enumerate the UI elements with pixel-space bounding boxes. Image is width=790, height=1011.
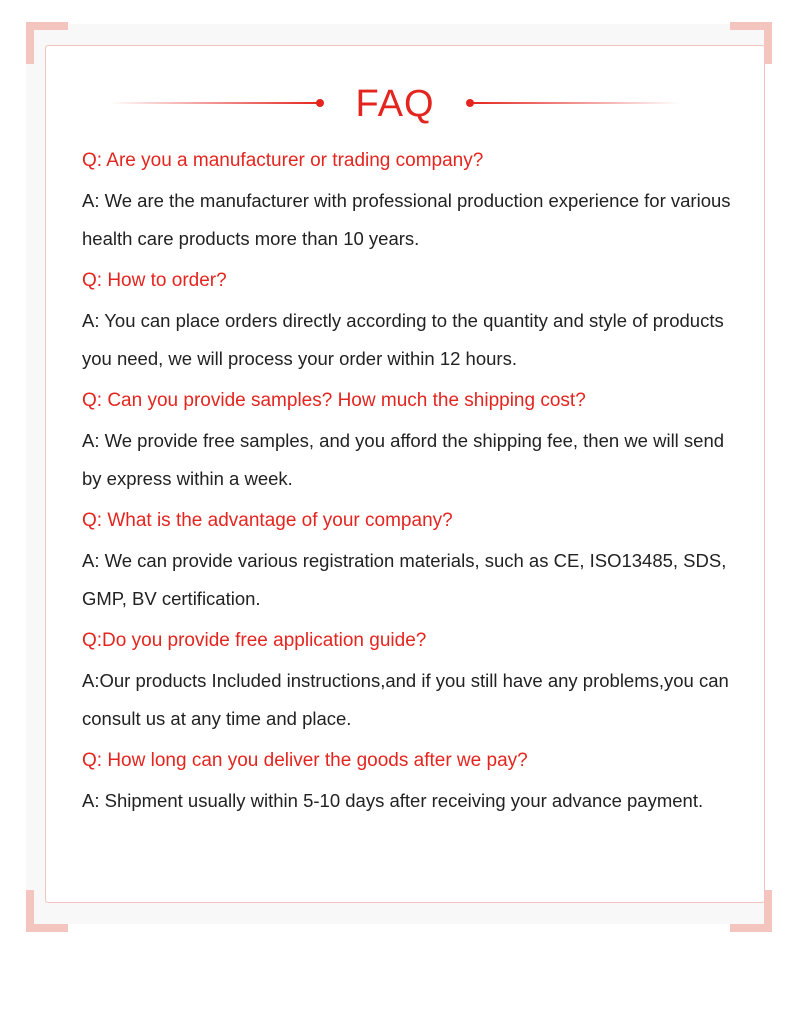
- title-divider-left: [110, 102, 320, 104]
- faq-question: Q: Are you a manufacturer or trading company?: [82, 150, 484, 171]
- faq-item: [82, 746, 742, 820]
- faq-answer: A: Shipment usually within 5-10 days after receiving your advance payment.: [82, 790, 704, 811]
- faq-list: [82, 146, 742, 820]
- faq-answer: A: We are the manufacturer with professional production experience for various health care products more than 10 years.: [82, 190, 731, 249]
- corner-decoration-bottom-right: [730, 890, 772, 932]
- faq-question: Q: How to order?: [82, 270, 227, 291]
- page-title: FAQ: [355, 83, 435, 125]
- faq-answer: A: We provide free samples, and you afford the shipping fee, then we will send by express within a week.: [82, 430, 725, 489]
- corner-decoration-top-left: [26, 22, 68, 64]
- faq-question: Q: Can you provide samples? How much the shipping cost?: [82, 390, 586, 411]
- faq-answer: A: You can place orders directly according to the quantity and style of products you need, we will process your order within 12 hours.: [82, 310, 724, 369]
- faq-item: [82, 386, 742, 498]
- faq-item: [82, 626, 742, 738]
- title-dot-left: [316, 99, 324, 107]
- corner-decoration-bottom-left: [26, 890, 68, 932]
- faq-item: [82, 506, 742, 618]
- title-divider-right: [470, 102, 680, 104]
- faq-item: [82, 146, 742, 258]
- faq-answer: A:Our products Included instructions,and if you still have any problems,you can consult us at any time and place.: [82, 670, 729, 729]
- faq-answer: A: We can provide various registration materials, such as CE, ISO13485, SDS, GMP, BV certification.: [82, 550, 727, 609]
- faq-question: Q: How long can you deliver the goods after we pay?: [82, 750, 528, 771]
- faq-question: Q:Do you provide free application guide?: [82, 630, 427, 651]
- faq-item: [82, 266, 742, 378]
- faq-header: [0, 76, 790, 132]
- corner-decoration-top-right: [730, 22, 772, 64]
- faq-question: Q: What is the advantage of your company?: [82, 510, 453, 531]
